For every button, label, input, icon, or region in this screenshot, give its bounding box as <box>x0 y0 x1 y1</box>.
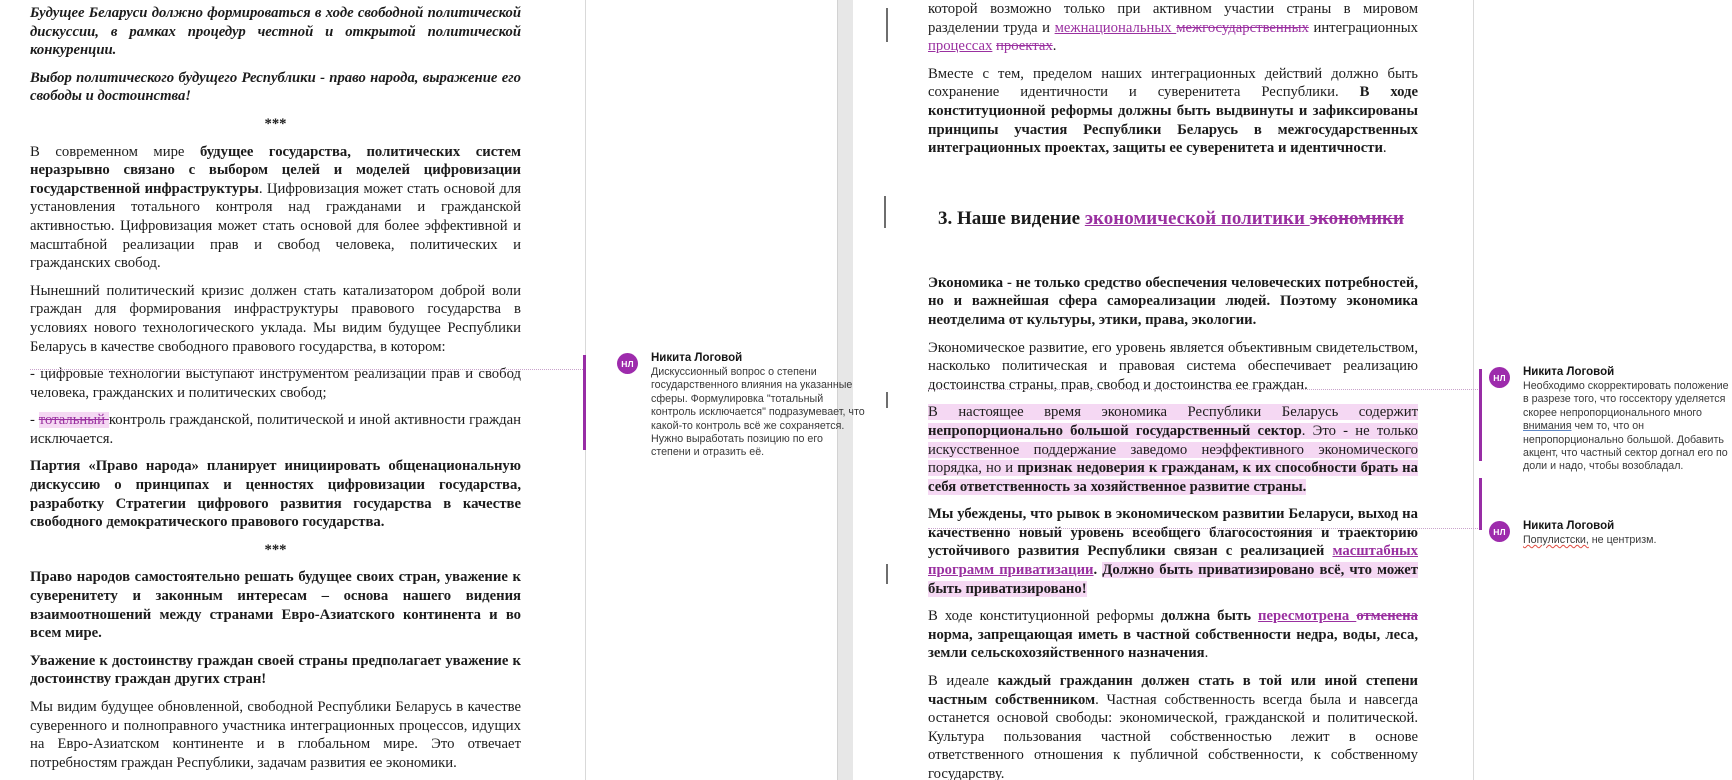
text-run[interactable]: экономики <box>1309 207 1404 229</box>
comment-thread-bar <box>583 355 586 450</box>
doc-paragraph[interactable] <box>928 607 1418 663</box>
text-run[interactable]: межгосударственных <box>1176 19 1309 36</box>
text-run[interactable]: процессах <box>928 38 993 55</box>
document-page-1 <box>0 0 586 780</box>
comment-author: Никита Логовой <box>1523 366 1615 378</box>
doc-paragraph[interactable] <box>30 282 521 356</box>
doc-paragraph[interactable] <box>928 339 1418 395</box>
comment-anchor-line <box>928 389 1480 390</box>
page-2-text[interactable] <box>928 0 1418 780</box>
comment-thread-bar <box>1479 369 1482 461</box>
comment-anchor-line <box>30 369 585 370</box>
text-run[interactable]: *** <box>264 115 287 132</box>
comment-author: Никита Логовой <box>651 352 743 364</box>
text-run[interactable]: . <box>1093 562 1103 579</box>
text-run[interactable]: . <box>1382 140 1387 157</box>
doc-paragraph[interactable] <box>928 65 1418 158</box>
comment-body <box>1523 534 1729 547</box>
doc-paragraph[interactable] <box>928 505 1418 598</box>
document-page-2 <box>853 0 1474 780</box>
doc-paragraph[interactable] <box>30 4 521 60</box>
comment-body <box>651 366 865 460</box>
suggestion-change-bar <box>886 8 888 42</box>
doc-paragraph[interactable] <box>30 457 521 531</box>
suggestion-change-bar <box>884 196 886 228</box>
text-run[interactable]: - цифровые технологии выступают инструментом реализации прав и свобод человека, гражданских и политических свобод; <box>30 366 521 401</box>
text-run[interactable]: пересмотрена <box>1258 608 1357 625</box>
comment-card[interactable] <box>617 351 865 460</box>
text-run[interactable]: признак недоверия к гражданам, к их способности брать на себя ответственность за хозяйственное развитие страны. <box>928 460 1418 495</box>
text-run[interactable]: . Частная собственность всегда была и навсегда останется основой свободы: экономической, гражданской и политической. Культура пользования частной собственностью лежит в основе ответственного отношения к публичной собственности, к собственному государству. <box>928 691 1418 780</box>
doc-paragraph[interactable] <box>928 208 1418 230</box>
text-run[interactable]: масштабных программ приватизации <box>928 543 1418 579</box>
comment-card[interactable] <box>1489 519 1729 547</box>
comment-card[interactable] <box>1489 365 1729 474</box>
text-run[interactable]: внимания <box>1523 420 1572 433</box>
text-run[interactable]: Экономическое развитие, его уровень является объективным свидетельством, насколько политическая и правовая система обеспечивает реализацию достоинства страны, прав, свобод и достоинства ее граждан. <box>928 339 1418 393</box>
text-run[interactable]: Популистски, <box>1523 534 1589 546</box>
text-run[interactable]: чем то, что он непропорционально большой. Добавить акцент, что частный сектор догнал его по доли и надо, чтобы возобладал. <box>1523 420 1728 473</box>
text-run[interactable]: Экономика - не только средство обеспечения человеческих потребностей, но и важнейшая сфера самореализации людей. Поэтому экономика неотделима от культуры, этики, права, экологии. <box>928 274 1418 328</box>
text-run[interactable]: будущее государства, политических систем неразрывно связано с выбором целей и моделей цифровизации государственной инфраструктуры <box>30 143 521 197</box>
text-run[interactable]: В ходе конституционной реформы <box>928 608 1161 625</box>
page-1-text[interactable] <box>30 4 521 780</box>
text-run[interactable]: . Это - не только искусственное поддержание заведомо неэффективного экономического порядка, но и <box>928 422 1419 477</box>
user-avatar: НЛ <box>1489 521 1510 542</box>
user-avatar: НЛ <box>617 353 638 374</box>
text-run[interactable]: *** <box>264 541 287 558</box>
text-run[interactable]: В ходе конституционной реформы должны быть выдвинуты и зафиксированы принципы участия Республики Беларусь в межгосударственных интеграционных проектах, защиты ее суверенитета и идентичности <box>928 84 1418 157</box>
text-run[interactable]: Партия «Право народа» планирует инициировать общенациональную дискуссию о принципах и ценностях цифровизации государства, разработку Стратегии цифрового развития государства в качестве свободного демократического правового государства. <box>30 458 521 531</box>
text-run[interactable]: Будущее Беларуси должно формироваться в ходе свободной политической дискуссии, в рамках процедур честной и открытой политической конкуренции. <box>30 5 521 59</box>
user-avatar: НЛ <box>1489 367 1510 388</box>
text-run[interactable]: . <box>1204 645 1209 662</box>
text-run[interactable]: В настоящее время экономика Республики Беларусь содержит <box>928 404 1418 421</box>
text-run[interactable]: Выбор политического будущего Республики - право народа, выражение его свободы и достоинства! <box>30 69 521 105</box>
doc-paragraph[interactable] <box>30 69 521 106</box>
doc-paragraph[interactable] <box>30 143 521 273</box>
text-run[interactable]: интеграционных <box>1308 19 1419 36</box>
text-run[interactable]: - <box>30 412 39 429</box>
comment-thread-bar <box>1479 478 1482 530</box>
doc-paragraph[interactable] <box>30 568 521 642</box>
text-run[interactable]: проектах <box>996 38 1053 55</box>
text-run[interactable]: Вместе с тем, пределом наших интеграционных действий должно быть сохранение идентичности и суверенитета Республики. <box>928 65 1418 101</box>
text-run[interactable]: которой возможно только при активном участии страны в мировом разделении труда и <box>928 1 1418 36</box>
comment-anchor-line <box>928 528 1480 529</box>
comment-author: Никита Логовой <box>1523 520 1615 532</box>
text-run[interactable]: экономической политики <box>1084 207 1310 229</box>
text-run[interactable]: отменена <box>1356 608 1418 625</box>
text-run[interactable]: Необходимо скорректировать положение в разрезе того, что госсектору уделяется скорее непропорционального много <box>1523 380 1729 419</box>
doc-paragraph[interactable] <box>30 541 521 560</box>
text-run[interactable]: . Цифровизация может стать основой для установления тотального контроля над гражданами и гражданской активностью. Цифровизация может стать основой для более эффективной и масштабной реализации прав и свобод человека, политических и гражданских свобод. <box>30 180 521 272</box>
text-run[interactable]: В современном мире <box>30 143 200 160</box>
doc-paragraph[interactable] <box>30 698 521 772</box>
text-run[interactable]: Нынешний политический кризис должен стать катализатором доброй воли граждан для формирования инфраструктуры правового государства в условиях нового технологического уклада. Мы видим будущее Республики Беларусь в качестве свободного правового государства, в котором: <box>30 282 521 355</box>
doc-paragraph[interactable] <box>928 274 1418 330</box>
text-run[interactable]: каждый гражданин должен стать в той или иной степени частным собственником <box>928 673 1418 708</box>
text-run[interactable]: Дискуссионный вопрос о степени государственного влияния на указанные сферы. Формулировка "тотальный контроль исключается" подразумевает, что какой-то контроль всё же сохраняется. Нужно выработать позицию по его степени и отразить её. <box>651 366 865 459</box>
text-run[interactable]: не центризм. <box>1588 534 1657 546</box>
comment-body <box>1523 380 1729 474</box>
doc-paragraph[interactable] <box>928 0 1418 56</box>
text-run[interactable]: тотальный <box>38 412 109 429</box>
doc-paragraph[interactable] <box>30 365 521 402</box>
text-run[interactable]: 3. Наше видение <box>938 207 1085 229</box>
text-run[interactable]: Право народов самостоятельно решать будущее своих стран, уважение к суверенитету и законным интересам – основа нашего видения взаимоотношений между странами Евро-Азиатского континента и во всем мире. <box>30 569 521 642</box>
doc-paragraph[interactable] <box>928 403 1418 496</box>
text-run[interactable]: Мы видим будущее обновленной, свободной Республики Беларусь в качестве суверенного и полноправного участника интеграционных процессов, идущих на Евро-Азиатском континенте и в глобальном мире. Это отвечает потребностям граждан Республики, задачам развития ее экономики. <box>30 699 521 771</box>
text-run[interactable]: контроль гражданской, политической и иной активности граждан исключается. <box>30 412 521 447</box>
text-run[interactable]: В идеале <box>928 673 998 690</box>
text-run[interactable]: Мы убеждены, что рывок в экономическом развитии Беларуси, выход на качественно новый уровень всеобщего благосостояния и траекторию устойчивого развития Республики связан с реализацией <box>928 506 1418 560</box>
text-run[interactable]: . <box>1052 38 1057 55</box>
text-run[interactable]: Должно быть приватизировано всё, что может быть приватизировано! <box>928 562 1419 597</box>
doc-paragraph[interactable] <box>30 411 521 448</box>
text-run[interactable]: непропорционально большой государственный сектор <box>928 422 1302 439</box>
doc-paragraph[interactable] <box>30 652 521 689</box>
text-run[interactable]: должна быть <box>1160 608 1259 625</box>
text-run[interactable]: норма, запрещающая иметь в частной собственности недра, воды, леса, земли сельскохозяйственного назначения <box>928 626 1418 662</box>
doc-paragraph[interactable] <box>30 115 521 134</box>
suggestion-change-bar <box>886 392 888 408</box>
text-run[interactable]: Уважение к достоинству граждан своей страны предполагает уважение к достоинству граждан других стран! <box>30 652 521 688</box>
doc-paragraph[interactable] <box>928 672 1418 780</box>
text-run[interactable]: межнациональных <box>1054 19 1177 36</box>
suggestion-change-bar <box>886 564 888 584</box>
